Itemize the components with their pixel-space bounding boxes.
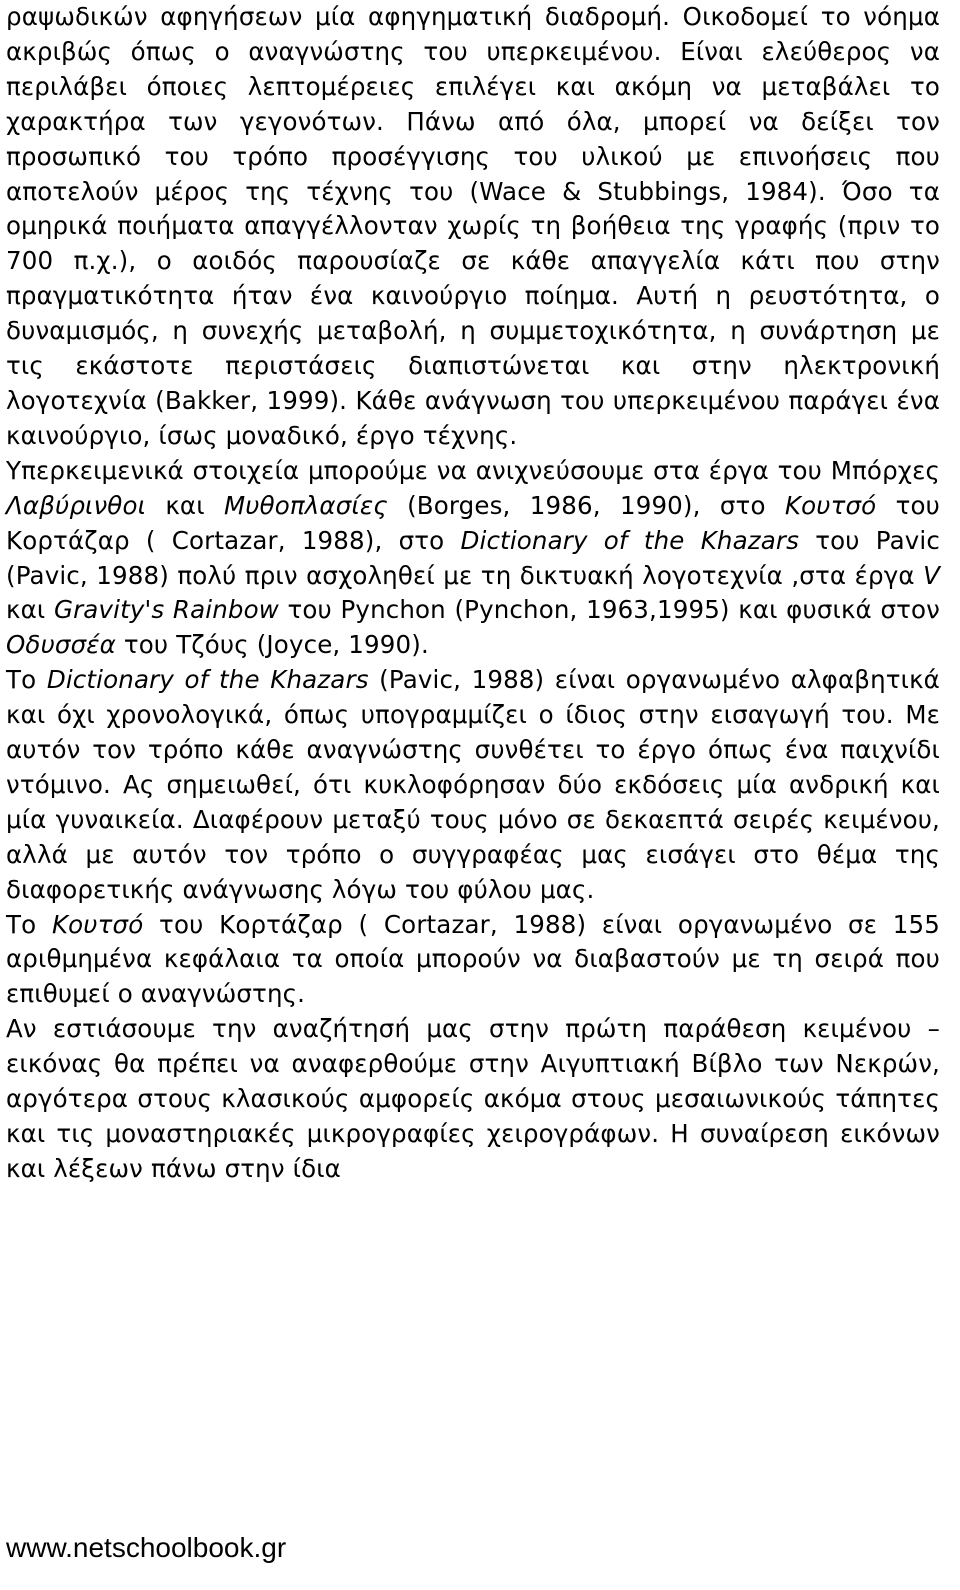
paragraph-text: του Κορτάζαρ ( Cortazar, 1988) είναι οργανωμένο σε 155 αριθμημένα κεφάλαια τα οποία μπορούν να διαβαστούν με τη σειρά που επιθυμεί ο αναγνώστης. (6, 909, 940, 1009)
paragraph-text: (Borges, 1986, 1990), στο (387, 490, 785, 520)
paragraph-3 (6, 663, 940, 907)
paragraph-2 (6, 454, 940, 663)
italic-title-text: Gravity's Rainbow (53, 595, 279, 625)
paragraph-text: ραψωδικών αφηγήσεων μία αφηγηματική διαδρομή. Οικοδομεί το νόημα ακριβώς όπως ο αναγνώστης του υπερκειμένου. Είναι ελεύθερος να περιλάβει όποιες λεπτομέρειες επιλέγει και ακόμη να μεταβάλει το χαρακτήρα των γεγονότων. Πάνω από όλα, μπορεί να δείξει τον προσωπικό του τρόπο προσέγγισης του υλικού με επινοήσεις που αποτελούν μέρος της τέχνης του (Wace & Stubbings, 1984). Όσο τα ομηρικά ποιήματα απαγγέλλονταν χωρίς τη βοήθεια της γραφής (πριν το 700 π.χ.), ο αοιδός παρουσίαζε σε κάθε απαγγελία κάτι που στην πραγματικότητα ήταν ένα καινούργιο ποίημα. Αυτή η ρευστότητα, ο δυναμισμός, η συνεχής μεταβολή, η συμμετοχικότητα, η συνάρτηση με τις εκάστοτε περιστάσεις διαπιστώνεται και στην ηλεκτρονική λογοτεχνία (Bakker, 1999). Κάθε ανάγνωση του υπερκειμένου παράγει ένα καινούργιο, ίσως μοναδικό, έργο τέχνης. (6, 2, 940, 450)
italic-title-text: Κουτσό (784, 490, 877, 520)
footer-site-url[interactable]: www.netschoolbook.gr (6, 1532, 287, 1563)
italic-title-text: Dictionary of the Khazars (460, 525, 800, 555)
paragraph-text: Αν εστιάσουμε την αναζήτησή μας στην πρώτη παράθεση κειμένου –εικόνας θα πρέπει να αναφερθούμε στην Αιγυπτιακή Βίβλο των Νεκρών, αργότερα στους κλασικούς αμφορείς ακόμα στους μεσαιωνικούς τάπητες και τις μοναστηριακές μικρογραφίες χειρογράφων. Η συναίρεση εικόνων και λέξεων πάνω στην ίδια (6, 1014, 940, 1183)
italic-title-text: Μυθοπλασίες (223, 490, 388, 520)
italic-title-text: Κουτσό (51, 909, 144, 939)
paragraph-text: Το (6, 909, 52, 939)
paragraph-1 (6, 0, 940, 454)
paragraph-text: του Τζόυς (Joyce, 1990). (115, 630, 429, 660)
paragraph-4 (6, 908, 940, 1013)
paragraph-text: του Pynchon (Pynchon, 1963,1995) και φυσικά στον (278, 595, 940, 625)
paragraph-text: και (146, 490, 224, 520)
italic-title-text: Dictionary of the Khazars (46, 665, 369, 695)
paragraph-text: Το (6, 665, 47, 695)
paragraph-text: Υπερκειμενικά στοιχεία μπορούμε να ανιχνεύσουμε στα έργα του Μπόρχες (6, 455, 940, 485)
paragraph-text: (Pavic, 1988) είναι οργανωμένο αλφαβητικά και όχι χρονολογικά, όπως υπογραμμίζει ο ίδιος στην εισαγωγή του. Με αυτόν τον τρόπο κάθε αναγνώστης συνθέτει το έργο όπως ένα παιχνίδι ντόμινο. Ας σημειωθεί, ότι κυκλοφόρησαν δύο εκδόσεις μία ανδρική και μία γυναικεία. Διαφέρουν μεταξύ τους μόνο σε δεκαεπτά σειρές κειμένου, αλλά με αυτόν τον τρόπο ο συγγραφέας μας εισάγει στο θέμα της διαφορετικής ανάγνωσης λόγω του φύλου μας. (6, 665, 940, 904)
italic-title-text: V (923, 560, 940, 590)
paragraph-5 (6, 1012, 940, 1187)
document-body (6, 0, 940, 1187)
paragraph-text: και (6, 595, 54, 625)
paragraph-text: του Κορτάζαρ ( Cortazar, 1988), στο (6, 490, 940, 555)
italic-title-text: Οδυσσέα (6, 630, 116, 660)
paragraph-text: του Pavic (Pavic, 1988) πολύ πριν ασχοληθεί με τη δικτυακή λογοτεχνία ,στα έργα (6, 525, 940, 590)
italic-title-text: Λαβύρινθοι (6, 490, 147, 520)
